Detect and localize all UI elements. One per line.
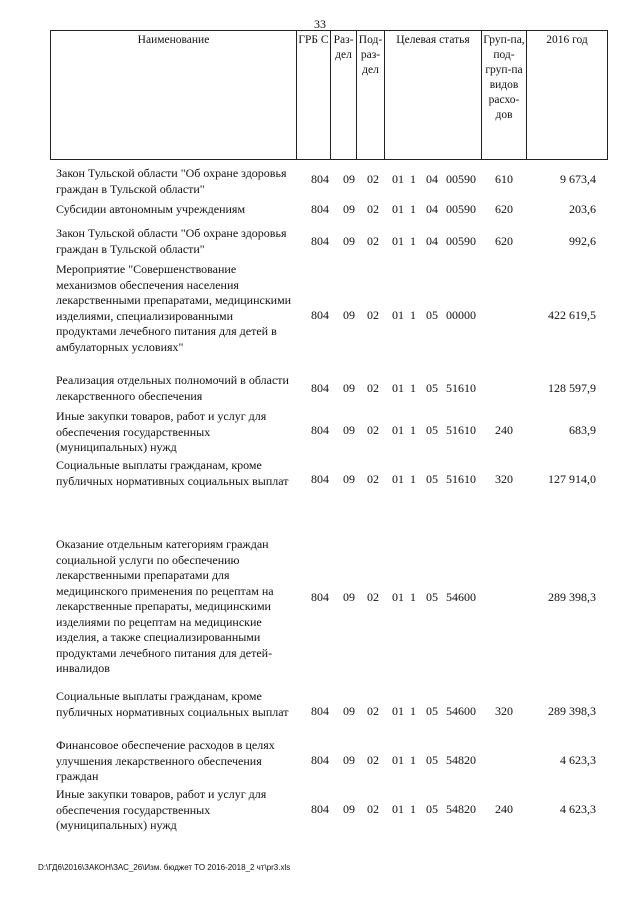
row-target-event: 05	[426, 472, 438, 486]
row-target-direction: 54600	[446, 704, 476, 718]
row-podrazdel: 02	[367, 472, 379, 486]
row-name: Субсидии автономным учреждениям	[56, 202, 246, 216]
col-header-year: 2016 год	[527, 31, 608, 160]
row-target-subprogram: 1	[410, 704, 416, 718]
row-expense-group: 320	[495, 704, 513, 718]
row-target-direction: 54600	[446, 590, 476, 604]
row-value: 4 623,3	[560, 802, 596, 816]
col-header-podrazdel: Под-раз-дел	[357, 31, 385, 160]
row-razdel: 09	[343, 234, 355, 248]
row-target-subprogram: 1	[410, 234, 416, 248]
row-target-program: 01	[392, 753, 404, 767]
row-target-event: 04	[426, 202, 438, 216]
row-value: 683,9	[569, 423, 596, 437]
row-target-subprogram: 1	[410, 423, 416, 437]
row-target-direction: 00590	[446, 172, 476, 186]
row-target-subprogram: 1	[410, 381, 416, 395]
row-podrazdel: 02	[367, 381, 379, 395]
row-grbs: 804	[311, 472, 329, 486]
row-name: Оказание отдельным категориям граждан социальной услуги по обеспечению лекарственными препаратами для медицинского применения по рецептам на лекарственные препараты, медицинскими изделиями по рецептам на медицинские изделия, а также специализированными продуктами лечебного питания для детей-инвалидов	[56, 537, 274, 675]
row-value: 289 398,3	[548, 704, 596, 718]
row-target-event: 05	[426, 802, 438, 816]
row-expense-group: 610	[495, 172, 513, 186]
row-grbs: 804	[311, 202, 329, 216]
row-target-program: 01	[392, 172, 404, 186]
row-target-program: 01	[392, 381, 404, 395]
row-value: 127 914,0	[548, 472, 596, 486]
row-podrazdel: 02	[367, 172, 379, 186]
row-grbs: 804	[311, 423, 329, 437]
row-grbs: 804	[311, 753, 329, 767]
row-expense-group: 320	[495, 472, 513, 486]
row-name: Мероприятие "Совершенствование механизмов обеспечения населения лекарственными препаратами, медицинскими изделиями, специализированными продуктами лечебного питания для детей в амбулаторных условиях"	[56, 262, 292, 354]
row-target-program: 01	[392, 802, 404, 816]
row-razdel: 09	[343, 172, 355, 186]
row-razdel: 09	[343, 308, 355, 322]
row-target-direction: 00590	[446, 202, 476, 216]
row-value: 9 673,4	[560, 172, 596, 186]
row-grbs: 804	[311, 308, 329, 322]
row-target-subprogram: 1	[410, 590, 416, 604]
col-header-target-article: Целевая статья	[385, 31, 482, 160]
row-target-direction: 51610	[446, 472, 476, 486]
row-name: Иные закупки товаров, работ и услуг для обеспечения государственных (муниципальных) нужд	[56, 787, 267, 832]
table-header	[50, 30, 608, 160]
row-target-event: 04	[426, 234, 438, 248]
row-target-program: 01	[392, 234, 404, 248]
row-podrazdel: 02	[367, 753, 379, 767]
row-target-event: 04	[426, 172, 438, 186]
row-value: 203,6	[569, 202, 596, 216]
page-number: 33	[314, 17, 326, 31]
row-target-event: 05	[426, 423, 438, 437]
row-grbs: 804	[311, 802, 329, 816]
row-target-event: 05	[426, 308, 438, 322]
row-razdel: 09	[343, 704, 355, 718]
row-target-direction: 51610	[446, 423, 476, 437]
row-grbs: 804	[311, 234, 329, 248]
row-target-direction: 54820	[446, 802, 476, 816]
row-target-event: 05	[426, 590, 438, 604]
row-target-direction: 54820	[446, 753, 476, 767]
row-razdel: 09	[343, 802, 355, 816]
row-target-event: 05	[426, 381, 438, 395]
row-target-subprogram: 1	[410, 172, 416, 186]
col-header-expense-group: Груп-па, под-груп-па видов расхо-дов	[482, 31, 527, 160]
row-grbs: 804	[311, 590, 329, 604]
row-value: 422 619,5	[548, 308, 596, 322]
row-target-subprogram: 1	[410, 308, 416, 322]
row-expense-group: 620	[495, 202, 513, 216]
row-name: Иные закупки товаров, работ и услуг для обеспечения государственных (муниципальных) нужд	[56, 409, 267, 454]
row-grbs: 804	[311, 381, 329, 395]
row-name: Закон Тульской области "Об охране здоровья граждан в Тульской области"	[56, 166, 287, 196]
row-razdel: 09	[343, 590, 355, 604]
row-expense-group: 240	[495, 802, 513, 816]
row-razdel: 09	[343, 381, 355, 395]
row-grbs: 804	[311, 704, 329, 718]
row-razdel: 09	[343, 753, 355, 767]
row-podrazdel: 02	[367, 202, 379, 216]
col-header-grbs: ГРБ С	[297, 31, 331, 160]
row-razdel: 09	[343, 423, 355, 437]
row-target-direction: 00590	[446, 234, 476, 248]
row-target-subprogram: 1	[410, 202, 416, 216]
row-target-program: 01	[392, 590, 404, 604]
row-podrazdel: 02	[367, 234, 379, 248]
row-value: 4 623,3	[560, 753, 596, 767]
row-name: Финансовое обеспечение расходов в целях улучшения лекарственного обеспечения граждан	[56, 738, 275, 783]
row-razdel: 09	[343, 472, 355, 486]
row-name: Закон Тульской области "Об охране здоровья граждан в Тульской области"	[56, 226, 287, 256]
row-name: Социальные выплаты гражданам, кроме публичных нормативных социальных выплат	[56, 689, 289, 719]
row-target-subprogram: 1	[410, 753, 416, 767]
col-header-name: Наименование	[51, 31, 297, 160]
row-target-event: 05	[426, 704, 438, 718]
row-target-program: 01	[392, 202, 404, 216]
row-podrazdel: 02	[367, 802, 379, 816]
row-grbs: 804	[311, 172, 329, 186]
row-target-subprogram: 1	[410, 802, 416, 816]
row-target-program: 01	[392, 472, 404, 486]
row-target-program: 01	[392, 704, 404, 718]
row-target-event: 05	[426, 753, 438, 767]
row-target-direction: 00000	[446, 308, 476, 322]
row-value: 128 597,9	[548, 381, 596, 395]
row-expense-group: 240	[495, 423, 513, 437]
row-value: 289 398,3	[548, 590, 596, 604]
row-podrazdel: 02	[367, 590, 379, 604]
row-name: Социальные выплаты гражданам, кроме публичных нормативных социальных выплат	[56, 458, 289, 488]
row-target-subprogram: 1	[410, 472, 416, 486]
row-value: 992,6	[569, 234, 596, 248]
row-target-program: 01	[392, 423, 404, 437]
row-target-direction: 51610	[446, 381, 476, 395]
col-header-razdel: Раз-дел	[331, 31, 357, 160]
row-expense-group: 620	[495, 234, 513, 248]
row-podrazdel: 02	[367, 704, 379, 718]
row-razdel: 09	[343, 202, 355, 216]
row-name: Реализация отдельных полномочий в области лекарственного обеспечения	[56, 373, 289, 403]
file-path-footer: D:\ГД6\2016\ЗАКОН\ЗАС_26\Изм. бюджет ТО 2016-2018_2 чт\pr3.xls	[38, 863, 291, 872]
row-podrazdel: 02	[367, 308, 379, 322]
row-podrazdel: 02	[367, 423, 379, 437]
row-target-program: 01	[392, 308, 404, 322]
